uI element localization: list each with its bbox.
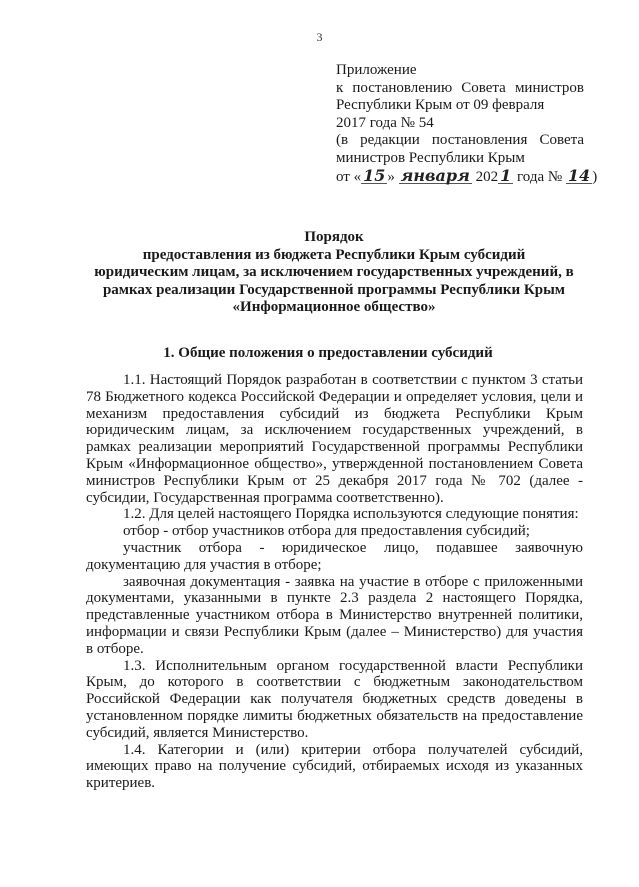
handwritten-day: 15 (363, 165, 386, 185)
paragraph: 1.2. Для целей настоящего Порядка используются следующие понятия: (123, 506, 579, 523)
title-line: рамках реализации Государственной программы Республики Крым (102, 281, 566, 298)
appendix-line: Республики Крым от 09 февраля (336, 97, 545, 114)
handwritten-number: 14 (567, 165, 591, 185)
paragraph: заявочная документация - заявка на участие в отборе с приложенными документами, указанными в пункте 2.3 раздела 2 настоящего Порядка, представленные участником отбора в Министерство внутренней политики, информации и связи Республики Крым (далее – Министерство) для участия в отборе. (86, 573, 583, 657)
date-prefix: от « (336, 168, 362, 185)
appendix-line: (в редакции постановления Совета (336, 132, 584, 149)
paragraph: участник отбора - юридическое лицо, подавшее заявочную документацию для участия в отборе; (86, 539, 583, 573)
appendix-block (336, 62, 598, 186)
paragraph: 1.4. Категории и (или) критерии отбора получателей субсидий, имеющих право на получение субсидий, отбираемых исходя из указанных критериев. (86, 741, 583, 792)
handwritten-year-digit: 1 (500, 165, 512, 185)
paragraph: 1.1. Настоящий Порядок разработан в соответствии с пунктом 3 статьи 78 Бюджетного кодекса Российской Федерации и определяет условия, цели и механизм предоставления субсидий из бюджета Республики Крым юридическим лицам, за исключением государственных учреждений, в рамках реализации мероприятий Государственной программы Республики Крым «Информационное общество», утвержденной постановлением Совета министров Республики Крым от 25 декабря 2017 года № 702 (далее - субсидии, Государственная программа соответственно). (86, 372, 583, 506)
appendix-line: 2017 года № 54 (336, 114, 434, 131)
appendix-line: Приложение (336, 62, 417, 78)
section-heading: 1. Общие положения о предоставлении субсидий (163, 345, 493, 361)
title-line: предоставления из бюджета Республики Крым субсидий (142, 246, 526, 263)
date-number-label: года № (513, 168, 563, 185)
title-line: юридическим лицам, за исключением государственных учреждений, в (94, 264, 574, 280)
appendix-line: к постановлению Совета министров (336, 79, 584, 96)
page-number: 3 (316, 30, 323, 44)
date-suffix: ) (592, 168, 598, 185)
document-title (70, 229, 598, 317)
appendix-date-line (336, 165, 598, 187)
appendix-line: министров Республики Крым (336, 149, 525, 166)
handwritten-month: января (400, 165, 470, 185)
paragraph: 1.3. Исполнительным органом государственной власти Республики Крым, до которого в соответствии с бюджетным законодательством Российской Федерации как получателя бюджетных средств доведены в установленном порядке лимиты бюджетных обязательств на предоставление субсидий, является Министерство. (86, 657, 583, 741)
document-body (86, 372, 583, 792)
date-quote: » (387, 168, 395, 185)
date-year-prefix: 202 (475, 168, 499, 185)
title-line: Порядок (304, 229, 364, 245)
paragraph: отбор - отбор участников отбора для предоставления субсидий; (123, 523, 530, 540)
title-line: «Информационное общество» (232, 299, 436, 315)
